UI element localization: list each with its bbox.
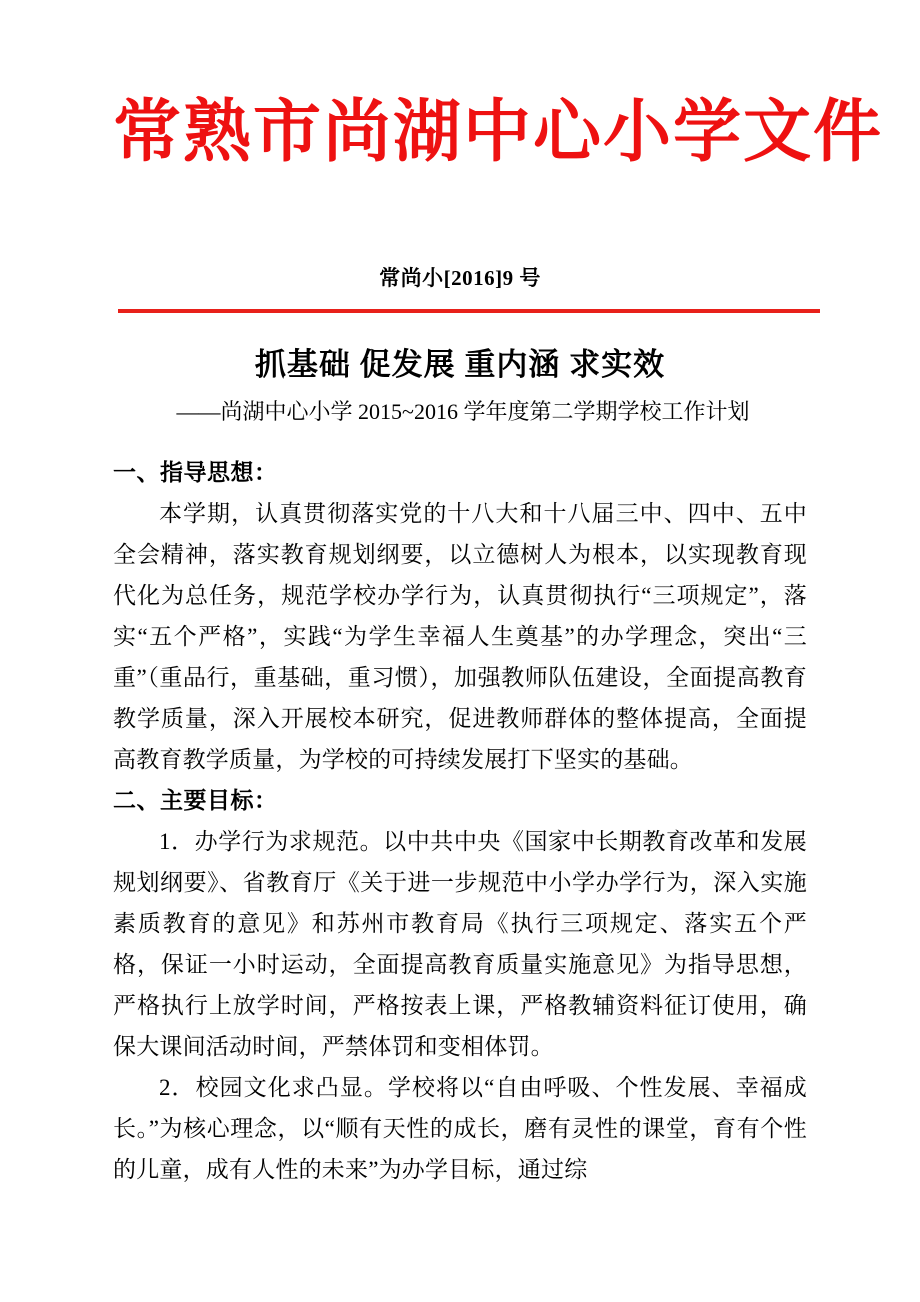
section-paragraph: 1．办学行为求规范。以中共中央《国家中长期教育改革和发展规划纲要》、省教育厅《关于进一步规范中小学办学行为，深入实施素质教育的意见》和苏州市教育局《执行三项规定、落实五个严格，保证一小时运动，全面提高教育质量实施意见》为指导思想，严格执行上放学时间，严格按表上课，严格教辅资料征订使用，确保大课间活动时间，严禁体罚和变相体罚。 <box>113 829 807 1059</box>
section-paragraph: 2．校园文化求凸显。学校将以“自由呼吸、个性发展、幸福成长。”为核心理念，以“顺有天性的成长，磨有灵性的课堂，育有个性的儿童，成有人性的未来”为办学目标，通过综 <box>113 1075 807 1182</box>
document-subtitle: ——尚湖中心小学 2015~2016 学年度第二学期学校工作计划 <box>176 399 750 424</box>
section-heading-main-goals: 二、主要目标： <box>113 788 278 813</box>
red-separator-rule <box>118 309 820 313</box>
masthead <box>113 94 884 170</box>
document-title: 抓基础 促发展 重内涵 求实效 <box>254 347 666 382</box>
document-number: 常尚小[2016]9 号 <box>379 266 541 290</box>
masthead-title: 常熟市尚湖中心小学文件 <box>113 94 884 170</box>
section-heading-guiding-thought: 一、指导思想： <box>113 460 278 485</box>
section-paragraph: 本学期，认真贯彻落实党的十八大和十八届三中、四中、五中全会精神，落实教育规划纲要，以立德树人为根本，以实现教育现代化为总任务，规范学校办学行为，认真贯彻执行“三项规定”，落实“五个严格”，实践“为学生幸福人生奠基”的办学理念，突出“三重”（重品行，重基础，重习惯），加强教师队伍建设，全面提高教育教学质量，深入开展校本研究，促进教师群体的整体提高，全面提高教育教学质量，为学校的可持续发展打下坚实的基础。 <box>113 501 807 772</box>
document-body <box>113 452 807 1190</box>
